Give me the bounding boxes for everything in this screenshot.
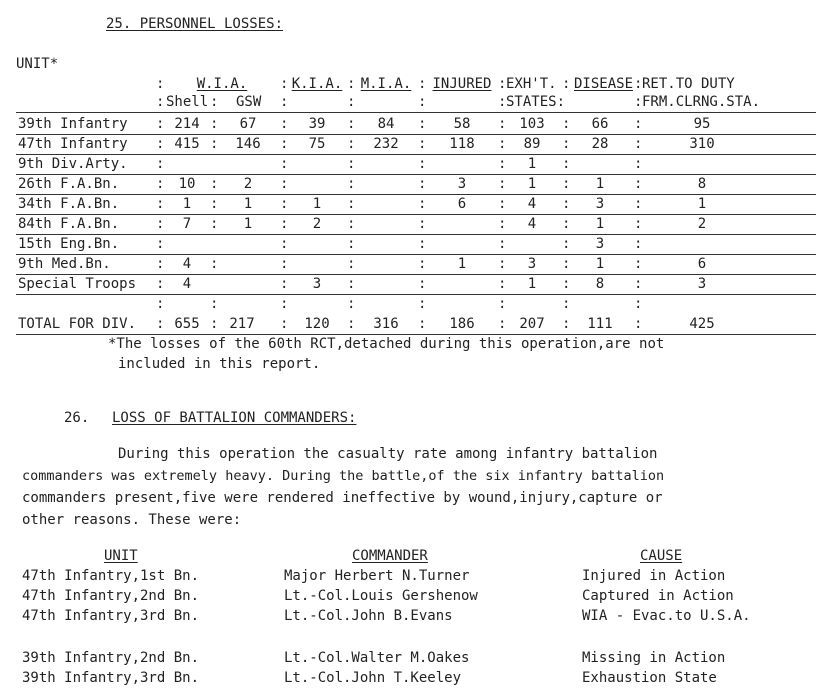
column-separator: : — [498, 176, 507, 192]
row-unit: 9th Div.Arty. — [18, 156, 128, 172]
row-unit: 26th F.A.Bn. — [18, 176, 120, 192]
header-disease: DISEASE — [574, 76, 634, 92]
cell-exht: 1 — [527, 156, 537, 172]
row-unit: 39th Infantry — [18, 116, 128, 132]
column-separator: : — [156, 136, 165, 152]
paragraph-line-1: During this operation the casualty rate among infantry battalion — [118, 446, 658, 462]
column-separator: : — [347, 116, 356, 132]
header-exht: EXH'T. — [506, 76, 557, 92]
cell-ret: 2 — [697, 216, 707, 232]
row-unit: 9th Med.Bn. — [18, 256, 111, 272]
list-item-unit: 39th Infantry,3rd Bn. — [22, 670, 200, 686]
column-separator: : — [347, 236, 356, 252]
column-separator: : — [347, 156, 356, 172]
column-separator: : — [280, 276, 289, 292]
column-separator: : — [418, 176, 427, 192]
column-separator: : — [156, 236, 165, 252]
cell-exht: 4 — [527, 216, 537, 232]
column-separator: : — [562, 216, 571, 232]
list-item-unit: 47th Infantry,2nd Bn. — [22, 588, 200, 604]
cell-kia: 3 — [312, 276, 322, 292]
cell-exht: 1 — [527, 276, 537, 292]
column-separator: : — [418, 216, 427, 232]
table-row — [16, 174, 816, 195]
table-row — [16, 154, 816, 175]
column-separator: : — [498, 216, 507, 232]
cell-ret: 95 — [693, 116, 711, 132]
total-label: TOTAL FOR DIV. — [18, 316, 137, 332]
list-item-commander: Major Herbert N.Turner — [284, 568, 470, 584]
column-separator: : — [156, 196, 165, 212]
column-separator: : — [418, 196, 427, 212]
total-mia: 316 — [373, 316, 399, 332]
cell-injured: 58 — [453, 116, 471, 132]
header-mia: M.I.A. — [360, 76, 412, 92]
table-header-row-1 — [16, 74, 816, 94]
list-item-cause: Exhaustion State — [582, 670, 717, 686]
table-header-row-2 — [16, 92, 816, 113]
cell-ret: 8 — [697, 176, 707, 192]
column-separator: : — [562, 136, 571, 152]
column-separator: : — [418, 76, 427, 92]
column-separator: : — [562, 196, 571, 212]
cell-exht: 103 — [519, 116, 545, 132]
row-unit: 47th Infantry — [18, 136, 128, 152]
table-row — [16, 274, 816, 295]
column-separator: : — [156, 256, 165, 272]
column-separator: : — [210, 196, 219, 212]
cell-gsw: 1 — [243, 196, 253, 212]
cell-ret: 1 — [697, 196, 707, 212]
column-separator: : — [634, 156, 643, 172]
column-separator: : — [280, 176, 289, 192]
column-separator: : — [562, 256, 571, 272]
column-separator: : — [418, 296, 427, 312]
header-shell: Shell — [166, 94, 209, 110]
cell-injured: 118 — [449, 136, 475, 152]
column-separator: : — [210, 316, 219, 332]
col-header-commander: COMMANDER — [352, 548, 428, 564]
column-separator: : — [347, 296, 356, 312]
cell-shell: 10 — [178, 176, 196, 192]
table-row — [16, 134, 816, 155]
cell-disease: 3 — [595, 236, 605, 252]
table-row — [16, 254, 816, 275]
cell-ret: 3 — [697, 276, 707, 292]
column-separator: : — [156, 116, 165, 132]
column-separator: : — [210, 256, 219, 272]
total-gsw: 217 — [229, 316, 255, 332]
cell-disease: 1 — [595, 216, 605, 232]
total-exht: 207 — [519, 316, 545, 332]
column-separator: : — [634, 116, 643, 132]
cell-shell: 214 — [174, 116, 200, 132]
cell-injured: 6 — [457, 196, 467, 212]
column-separator: : — [634, 256, 643, 272]
column-separator: : — [156, 276, 165, 292]
table-row — [16, 214, 816, 235]
header-injured: INJURED — [432, 76, 492, 92]
total-shell: 655 — [174, 316, 200, 332]
column-separator: : — [562, 116, 571, 132]
column-separator: : — [498, 196, 507, 212]
column-separator: : — [156, 176, 165, 192]
column-separator: : — [156, 76, 165, 92]
header-ret: RET.TO DUTY — [642, 76, 735, 92]
column-separator: : — [280, 216, 289, 232]
column-separator: : — [418, 236, 427, 252]
cell-shell: 4 — [182, 276, 192, 292]
column-separator: : — [498, 236, 507, 252]
column-separator: : — [498, 136, 507, 152]
cell-gsw: 2 — [243, 176, 253, 192]
section-25-title: 25. PERSONNEL LOSSES: — [106, 16, 284, 32]
cell-mia: 84 — [377, 116, 395, 132]
cell-exht: 1 — [527, 176, 537, 192]
column-separator: : — [634, 94, 643, 110]
footnote-line-1: *The losses of the 60th RCT,detached during this operation,are not — [108, 336, 665, 352]
cell-disease: 28 — [591, 136, 609, 152]
unit-label: UNIT* — [16, 56, 59, 72]
header-frm: FRM.CLRNG.STA. — [642, 94, 761, 110]
cell-ret: 310 — [689, 136, 715, 152]
paragraph-line-2: commanders was extremely heavy. During the battle,of the six infantry battalion — [22, 468, 665, 484]
column-separator: : — [156, 156, 165, 172]
column-separator: : — [280, 156, 289, 172]
column-separator: : — [210, 176, 219, 192]
column-separator: : — [498, 256, 507, 272]
column-separator: : — [280, 196, 289, 212]
list-item-commander: Lt.-Col.Louis Gershenow — [284, 588, 478, 604]
table-total-row — [16, 314, 816, 335]
column-separator: : — [562, 176, 571, 192]
column-separator: : — [347, 94, 356, 110]
cell-mia: 232 — [373, 136, 399, 152]
cell-gsw: 146 — [235, 136, 261, 152]
cell-gsw: 67 — [239, 116, 257, 132]
column-separator: : — [634, 276, 643, 292]
list-item-unit: 47th Infantry,1st Bn. — [22, 568, 200, 584]
table-spacer-row — [16, 294, 816, 314]
table-row — [16, 114, 816, 135]
column-separator: : — [156, 94, 165, 110]
column-separator: : — [498, 76, 507, 92]
cell-ret: 6 — [697, 256, 707, 272]
column-separator: : — [498, 316, 507, 332]
column-separator: : — [634, 176, 643, 192]
column-separator: : — [634, 216, 643, 232]
header-gsw: GSW — [236, 94, 262, 110]
column-separator: : — [418, 276, 427, 292]
section-26-number: 26. — [64, 410, 90, 426]
total-kia: 120 — [304, 316, 330, 332]
row-unit: 15th Eng.Bn. — [18, 236, 120, 252]
column-separator: : — [562, 316, 571, 332]
column-separator: : — [498, 116, 507, 132]
column-separator: : — [498, 276, 507, 292]
cell-kia: 39 — [308, 116, 326, 132]
cell-exht: 89 — [523, 136, 541, 152]
column-separator: : — [210, 296, 219, 312]
section-26-title: LOSS OF BATTALION COMMANDERS: — [112, 410, 357, 426]
column-separator: : — [347, 76, 356, 92]
cell-disease: 3 — [595, 196, 605, 212]
row-unit: 34th F.A.Bn. — [18, 196, 120, 212]
column-separator: : — [562, 156, 571, 172]
column-separator: : — [418, 156, 427, 172]
column-separator: : — [634, 236, 643, 252]
column-separator: : — [156, 316, 165, 332]
paragraph-line-3: commanders present,five were rendered ineffective by wound,injury,capture or — [22, 490, 663, 506]
column-separator: : — [347, 256, 356, 272]
total-disease: 111 — [587, 316, 613, 332]
list-item-commander: Lt.-Col.John B.Evans — [284, 608, 453, 624]
list-item-commander: Lt.-Col.John T.Keeley — [284, 670, 462, 686]
cell-shell: 7 — [182, 216, 192, 232]
column-separator: : — [347, 316, 356, 332]
paragraph-line-4: other reasons. These were: — [22, 512, 242, 528]
column-separator: : — [562, 296, 571, 312]
cell-gsw: 1 — [243, 216, 253, 232]
cell-disease: 1 — [595, 176, 605, 192]
cell-shell: 4 — [182, 256, 192, 272]
column-separator: : — [280, 136, 289, 152]
column-separator: : — [210, 116, 219, 132]
col-header-unit: UNIT — [104, 548, 138, 564]
cell-injured: 3 — [457, 176, 467, 192]
column-separator: : — [418, 256, 427, 272]
column-separator: : — [347, 216, 356, 232]
cell-exht: 4 — [527, 196, 537, 212]
cell-kia: 75 — [308, 136, 326, 152]
column-separator: : — [498, 156, 507, 172]
column-separator: : — [634, 316, 643, 332]
total-injured: 186 — [449, 316, 475, 332]
column-separator: : — [418, 136, 427, 152]
column-separator: : — [562, 76, 571, 92]
col-header-cause: CAUSE — [640, 548, 683, 564]
column-separator: : — [634, 76, 643, 92]
column-separator: : — [156, 296, 165, 312]
cell-kia: 2 — [312, 216, 322, 232]
column-separator: : — [156, 216, 165, 232]
list-item-cause: Missing in Action — [582, 650, 726, 666]
cell-disease: 66 — [591, 116, 609, 132]
column-separator: : — [280, 256, 289, 272]
total-ret: 425 — [689, 316, 715, 332]
header-states: STATES: — [506, 94, 566, 110]
row-unit: 84th F.A.Bn. — [18, 216, 120, 232]
cell-disease: 8 — [595, 276, 605, 292]
column-separator: : — [280, 94, 289, 110]
table-row — [16, 194, 816, 215]
list-item-unit: 47th Infantry,3rd Bn. — [22, 608, 200, 624]
cell-shell: 415 — [174, 136, 200, 152]
column-separator: : — [210, 136, 219, 152]
column-separator: : — [210, 216, 219, 232]
list-item-cause: Captured in Action — [582, 588, 734, 604]
column-separator: : — [418, 316, 427, 332]
column-separator: : — [498, 296, 507, 312]
list-item-cause: WIA - Evac.to U.S.A. — [582, 608, 751, 624]
cell-shell: 1 — [182, 196, 192, 212]
column-separator: : — [347, 136, 356, 152]
column-separator: : — [347, 276, 356, 292]
column-separator: : — [280, 316, 289, 332]
list-item-commander: Lt.-Col.Walter M.Oakes — [284, 650, 470, 666]
column-separator: : — [280, 76, 289, 92]
column-separator: : — [562, 236, 571, 252]
list-item-unit: 39th Infantry,2nd Bn. — [22, 650, 200, 666]
column-separator: : — [418, 94, 427, 110]
table-row — [16, 234, 816, 255]
cell-kia: 1 — [312, 196, 322, 212]
cell-exht: 3 — [527, 256, 537, 272]
column-separator: : — [498, 94, 507, 110]
column-separator: : — [634, 196, 643, 212]
column-separator: : — [418, 116, 427, 132]
cell-disease: 1 — [595, 256, 605, 272]
column-separator: : — [562, 276, 571, 292]
column-separator: : — [634, 136, 643, 152]
column-separator: : — [347, 196, 356, 212]
column-separator: : — [347, 176, 356, 192]
list-item-cause: Injured in Action — [582, 568, 726, 584]
cell-injured: 1 — [457, 256, 467, 272]
header-wia: W.I.A. — [196, 76, 248, 92]
column-separator: : — [634, 296, 643, 312]
column-separator: : — [210, 94, 219, 110]
footnote-line-2: included in this report. — [118, 356, 321, 372]
row-unit: Special Troops — [18, 276, 137, 292]
column-separator: : — [280, 116, 289, 132]
header-kia: K.I.A. — [291, 76, 343, 92]
column-separator: : — [280, 236, 289, 252]
column-separator: : — [280, 296, 289, 312]
